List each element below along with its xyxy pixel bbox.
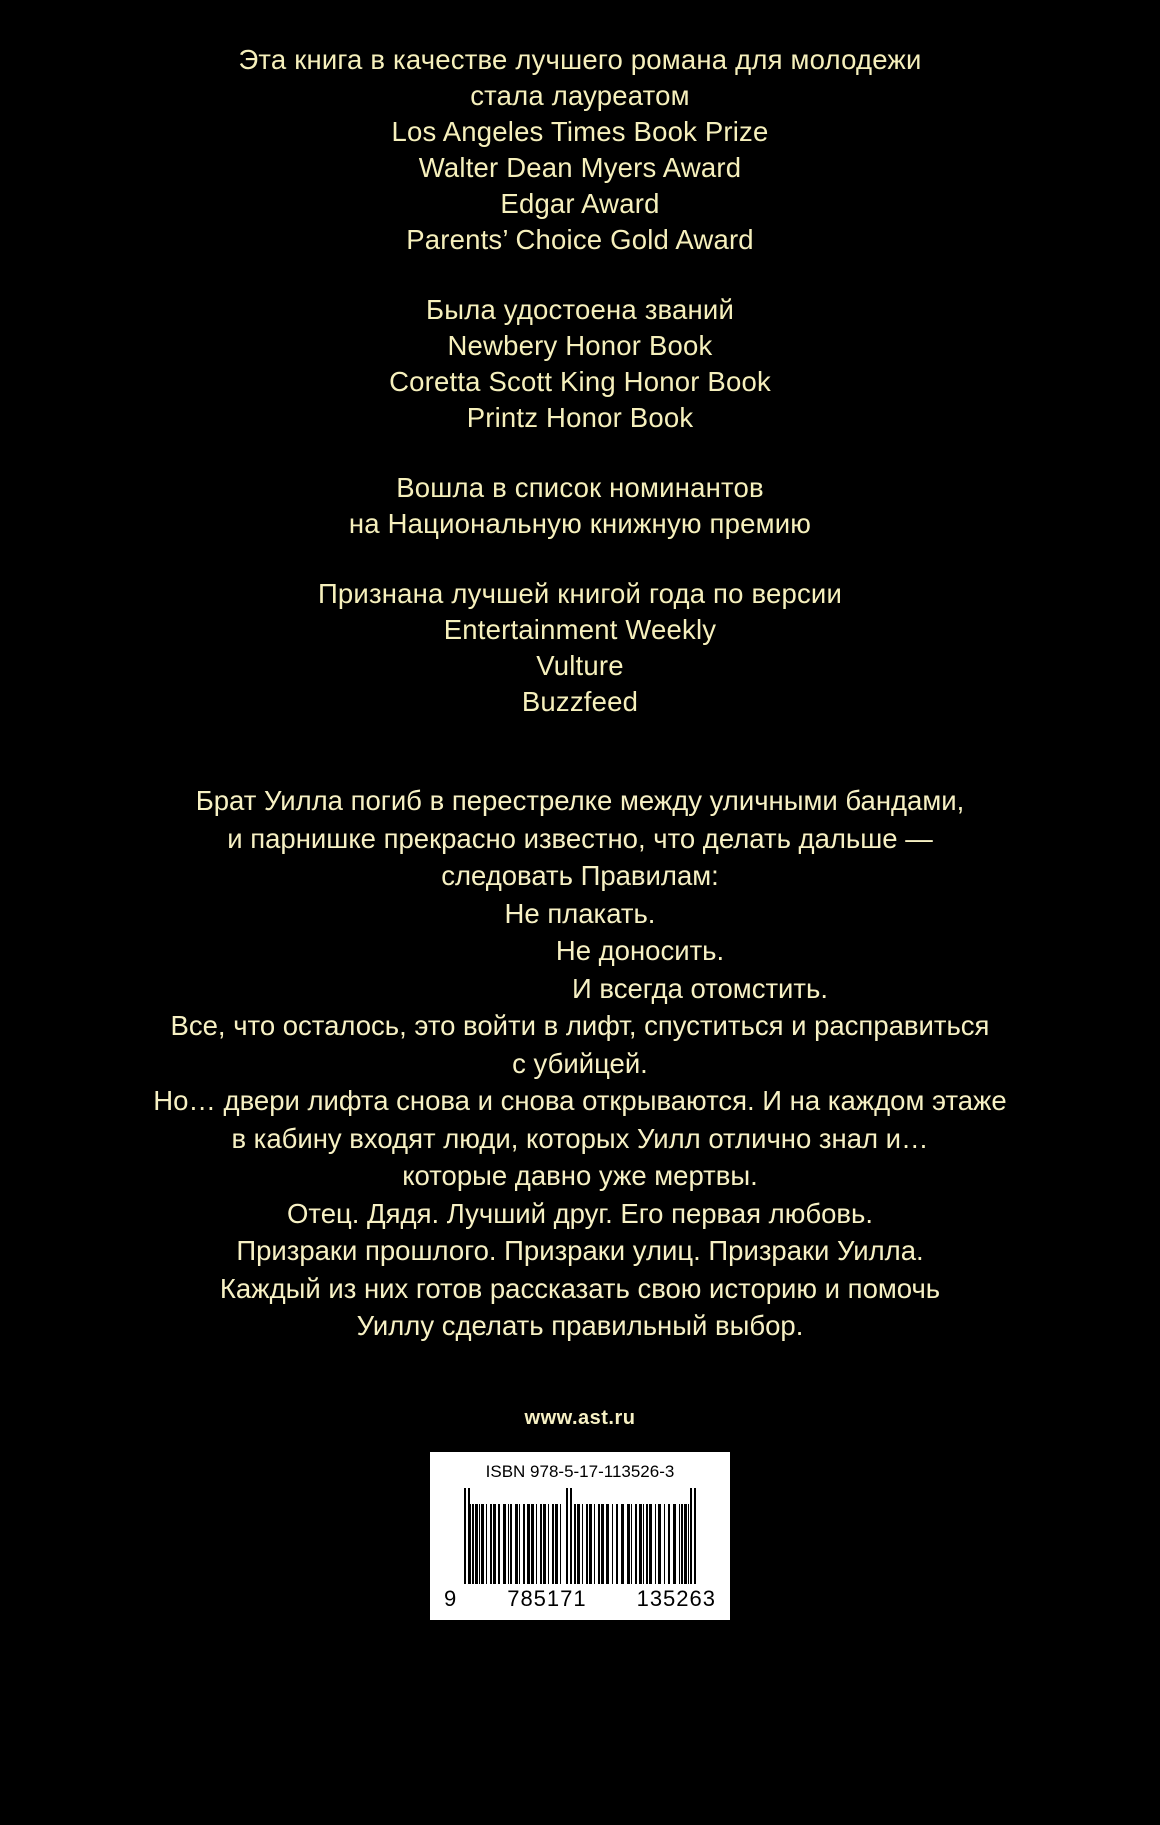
publisher-website[interactable]: www.ast.ru <box>524 1406 636 1429</box>
spacer <box>0 258 1160 292</box>
synopsis-section <box>0 782 1160 1345</box>
synopsis-line: Брат Уилла погиб в перестрелке между уличными бандами, <box>195 785 965 816</box>
awards-block <box>0 42 1160 258</box>
ean-group-2: 135263 <box>636 1585 716 1611</box>
awards-section <box>0 0 1160 720</box>
awards-line: Coretta Scott King Honor Book <box>389 366 771 397</box>
awards-line: Vulture <box>536 650 624 681</box>
ean-digits <box>442 1584 718 1612</box>
awards-line: на Национальную книжную премию <box>348 508 812 539</box>
synopsis-line: Все, что осталось, это войти в лифт, спуститься и расправиться <box>170 1010 990 1041</box>
awards-line: Buzzfeed <box>521 686 639 717</box>
synopsis-line: Но… двери лифта снова и снова открываются. И на каждом этаже <box>153 1085 1007 1116</box>
barcode-bars <box>442 1488 718 1584</box>
spacer <box>0 436 1160 470</box>
ean-group-1: 785171 <box>507 1585 587 1611</box>
awards-line: Los Angeles Times Book Prize <box>391 116 769 147</box>
awards-line: Parents’ Choice Gold Award <box>406 224 754 255</box>
synopsis-line: Не плакать. <box>504 897 656 929</box>
synopsis-line: Не доносить. <box>555 935 725 966</box>
isbn-label: ISBN 978-5-17-113526-3 <box>485 1461 675 1481</box>
synopsis-line: в кабину входят люди, которых Уилл отлично знал и… <box>231 1122 929 1154</box>
ean-left-digit: 9 <box>444 1585 458 1611</box>
synopsis-line: И всегда отомстить. <box>572 972 828 1004</box>
synopsis-line: Уиллу сделать правильный выбор. <box>356 1310 804 1341</box>
awards-line: Entertainment Weekly <box>443 614 717 645</box>
synopsis-line: следовать Правилам: <box>441 860 719 891</box>
synopsis-line: которые давно уже мертвы. <box>402 1160 758 1191</box>
synopsis-line: с убийцей. <box>512 1047 648 1079</box>
awards-block <box>0 292 1160 436</box>
awards-line: Эта книга в качестве лучшего романа для молодежи <box>238 44 922 75</box>
awards-line: Walter Dean Myers Award <box>418 152 742 183</box>
awards-line: Была удостоена званий <box>425 294 735 325</box>
awards-line: Вошла в список номинантов <box>396 472 764 503</box>
synopsis-line: Призраки прошлого. Призраки улиц. Призраки Уилла. <box>236 1235 924 1266</box>
synopsis-line: и парнишке прекрасно известно, что делать дальше — <box>227 822 933 854</box>
awards-line: Edgar Award <box>500 188 660 219</box>
awards-block <box>0 576 1160 720</box>
awards-block <box>0 470 1160 542</box>
awards-line: стала лауреатом <box>470 80 690 111</box>
awards-line: Признана лучшей книгой года по версии <box>317 578 843 609</box>
spacer <box>0 542 1160 576</box>
synopsis-line: Отец. Дядя. Лучший друг. Его первая любовь. <box>287 1197 873 1229</box>
synopsis-line: Каждый из них готов рассказать свою историю и помочь <box>219 1272 941 1304</box>
awards-line: Printz Honor Book <box>466 402 694 433</box>
barcode-block <box>430 1452 730 1620</box>
awards-line: Newbery Honor Book <box>447 330 713 361</box>
